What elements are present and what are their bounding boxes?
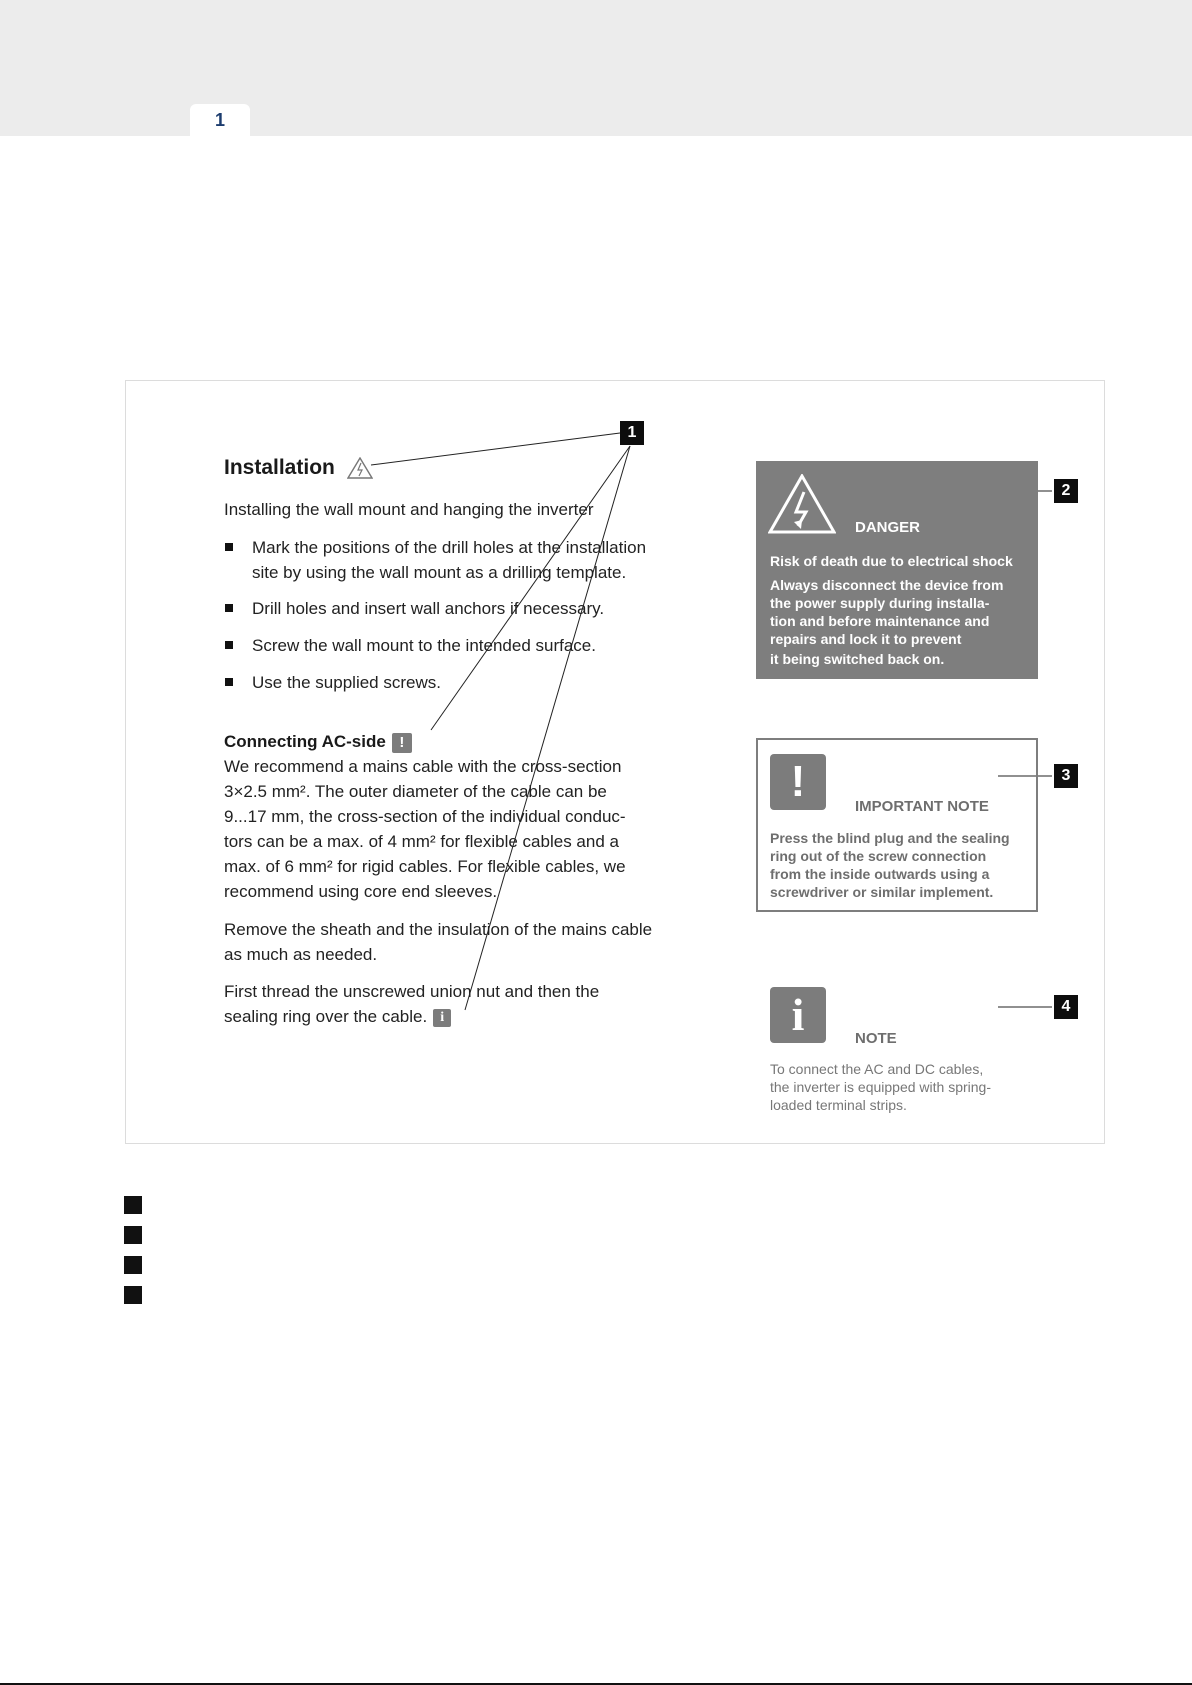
bullet-line: site by using the wall mount as a drilling template. [252, 563, 627, 582]
important-note-box [756, 738, 1038, 912]
danger-box [756, 461, 1038, 679]
bullet-marker [225, 678, 233, 686]
ac-para2-line: as much as needed. [224, 945, 378, 964]
ac-para2-line: Remove the sheath and the insulation of the mains cable [224, 920, 653, 939]
legend-marker [124, 1226, 142, 1244]
danger-line: the power supply during installa- [770, 595, 990, 611]
callout-4: 4 [1054, 995, 1078, 1019]
legend-marker [124, 1196, 142, 1214]
callout-3: 3 [1054, 764, 1078, 788]
exclamation-icon: ! [770, 754, 826, 810]
important-note-title: IMPORTANT NOTE [855, 798, 989, 815]
bullet-line: Screw the wall mount to the intended surface. [252, 636, 596, 655]
bullet-marker [225, 641, 233, 649]
bullet-line: Use the supplied screws. [252, 673, 441, 692]
legend-marker [124, 1256, 142, 1274]
callout-2: 2 [1054, 479, 1078, 503]
ac-para1-line: recommend using core end sleeves. [224, 882, 498, 901]
info-icon: i [433, 1009, 451, 1027]
danger-line: it being switched back on. [770, 651, 945, 667]
callout-1: 1 [620, 421, 644, 445]
chapter-tab: 1 [190, 104, 250, 136]
installation-heading [224, 456, 373, 480]
legend-marker [124, 1286, 142, 1304]
header-band [0, 0, 1192, 136]
ac-para3-text: sealing ring over the cable. [224, 1007, 428, 1026]
ac-para1-line: We recommend a mains cable with the cross-section [224, 757, 622, 776]
installation-title: Installation [224, 456, 335, 479]
ac-para1-line: 9...17 mm, the cross-section of the individual conduc- [224, 807, 626, 826]
lightning-warning-icon [768, 474, 836, 534]
ac-side-title: Connecting AC-side [224, 732, 386, 751]
important-note-line: screwdriver or similar implement. [770, 884, 994, 900]
installation-intro: Installing the wall mount and hanging the inverter [224, 500, 594, 519]
note-line: the inverter is equipped with spring- [770, 1079, 992, 1095]
bullet-marker [225, 604, 233, 612]
note-title: NOTE [855, 1030, 897, 1047]
bullet-marker [225, 543, 233, 551]
danger-line: tion and before maintenance and [770, 613, 990, 629]
note-line: To connect the AC and DC cables, [770, 1061, 984, 1077]
danger-line: Always disconnect the device from [770, 577, 1004, 593]
danger-title: DANGER [855, 519, 921, 536]
ac-para1-line: tors can be a max. of 4 mm² for flexible cables and a [224, 832, 619, 851]
ac-side-heading [224, 732, 412, 753]
danger-line: repairs and lock it to prevent [770, 631, 962, 647]
info-icon: i [770, 987, 826, 1043]
ac-para3-line [224, 1007, 451, 1027]
danger-heading: Risk of death due to electrical shock [770, 553, 1013, 569]
exclamation-icon: ! [392, 733, 412, 753]
note-line: loaded terminal strips. [770, 1097, 907, 1113]
bullet-line: Drill holes and insert wall anchors if necessary. [252, 599, 605, 618]
bullet-line: Mark the positions of the drill holes at the installation [252, 538, 647, 557]
ac-para1-line: 3×2.5 mm². The outer diameter of the cable can be [224, 782, 607, 801]
important-note-line: Press the blind plug and the sealing [770, 830, 1010, 846]
ac-para3-line: First thread the unscrewed union nut and then the [224, 982, 600, 1001]
warning-triangle-icon [347, 457, 373, 479]
ac-para1-line: max. of 6 mm² for rigid cables. For flexible cables, we [224, 857, 626, 876]
important-note-line: ring out of the screw connection [770, 848, 987, 864]
important-note-line: from the inside outwards using a [770, 866, 990, 882]
